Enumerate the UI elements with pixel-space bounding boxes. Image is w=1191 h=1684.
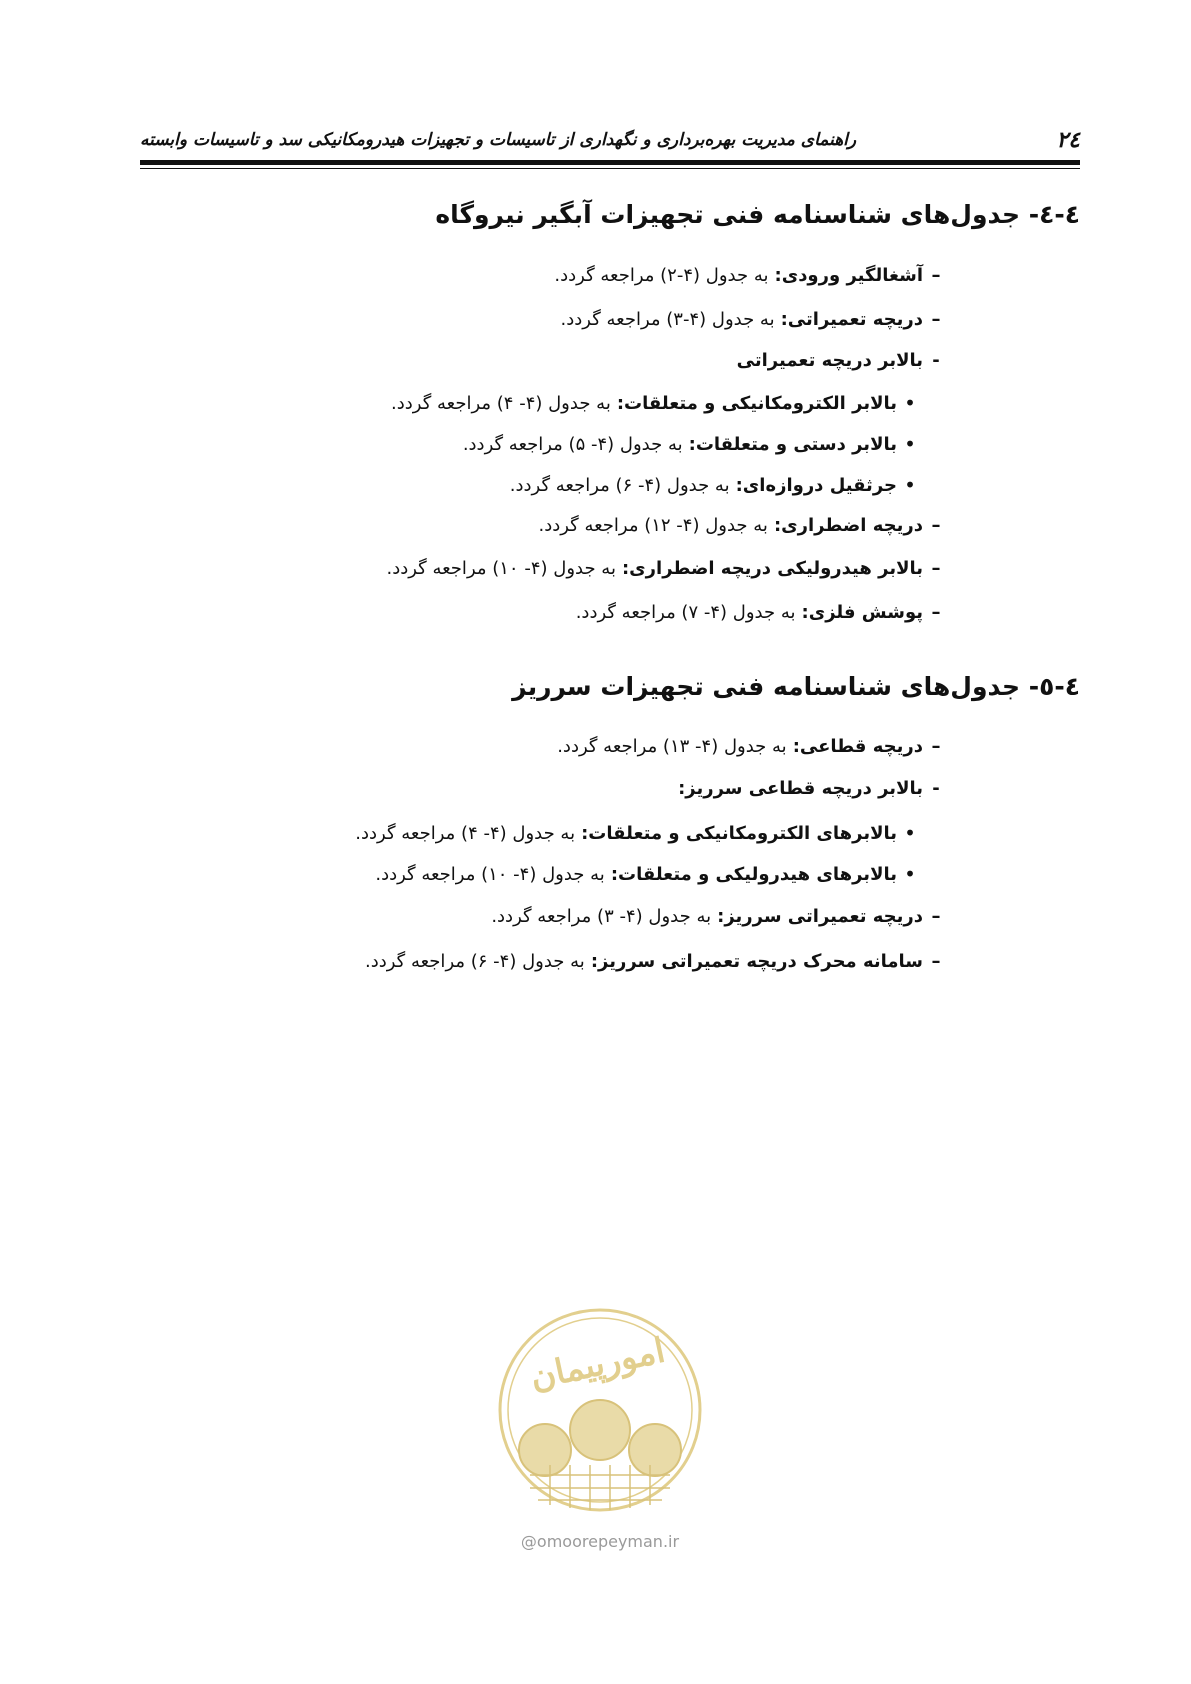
item-term: بالابر الکترومکانیکی و متعلقات: (616, 392, 897, 414)
list-item (510, 473, 923, 497)
list-item (391, 391, 923, 415)
dash-marker: – (931, 906, 941, 927)
item-text: به جدول (۴- ۶) مراجعه گردد. (509, 474, 730, 496)
list-item (538, 515, 949, 536)
list-item (557, 736, 949, 757)
running-title: راهنمای مدیریت بهره‌برداری و نگهداری از تاسیسات و تجهیزات هیدرومکانیکی سد و تاسیسات وابسته (140, 130, 857, 150)
page-number: ۲٤ (1056, 128, 1080, 153)
list-item (672, 778, 949, 799)
item-text: به جدول (۴- ۴) مراجعه گردد. (391, 392, 611, 414)
watermark-url: @omoorepeyman.ir (520, 1532, 680, 1551)
dash-marker: – (931, 558, 941, 579)
item-term: آشغالگیر ورودی: (774, 265, 923, 286)
list-item (387, 558, 950, 579)
item-term: بالابر دریچه قطاعی سرریز: (678, 778, 923, 799)
dash-marker: – (931, 736, 941, 757)
section-heading-spillway: ٤-٥- جدول‌های شناسنامه فنی تجهیزات سرریز (512, 672, 1080, 701)
item-text: به جدول (۴- ۷) مراجعه گردد. (575, 602, 796, 623)
item-term: دریچه اضطراری: (773, 515, 923, 536)
item-term: پوشش فلزی: (801, 602, 923, 623)
bullet-marker: • (904, 391, 916, 415)
dash-marker: – (931, 602, 941, 623)
item-term: بالابر دستی و متعلقات: (688, 433, 897, 455)
item-term: بالابر دریچه تعمیراتی (736, 350, 923, 371)
item-term: بالابر هیدرولیکی دریچه اضطراری: (621, 558, 923, 579)
item-text: به جدول (۴- ۱۳) مراجعه گردد. (557, 736, 787, 757)
item-term: بالابرهای هیدرولیکی و متعلقات: (610, 863, 897, 885)
watermark-logo-text: امورپیمان (526, 1330, 669, 1398)
list-item (463, 432, 923, 456)
list-item (554, 265, 949, 286)
item-text: به جدول (۴- ۶) مراجعه گردد. (365, 951, 585, 972)
list-item (731, 350, 949, 371)
bullet-marker: • (904, 821, 916, 845)
dash-marker: – (931, 265, 941, 286)
header-rule-thin (140, 168, 1080, 169)
item-text: به جدول (۴- ۱۲) مراجعه گردد. (538, 515, 768, 536)
watermark-logo (490, 1300, 710, 1525)
bullet-marker: • (904, 862, 916, 886)
item-text: به جدول (۴- ۱۰) مراجعه گردد. (386, 558, 616, 579)
list-item (491, 906, 949, 927)
item-term: دریچه تعمیراتی: (780, 309, 923, 330)
section-heading-intake: ٤-٤- جدول‌های شناسنامه فنی تجهیزات آبگیر نیروگاه (435, 200, 1080, 229)
list-item (355, 821, 923, 845)
list-item (365, 951, 949, 972)
item-term: بالابرهای الکترومکانیکی و متعلقات: (581, 822, 897, 844)
dash-marker: - (932, 350, 940, 371)
item-term: جرثقیل دروازه‌ای: (735, 474, 897, 496)
list-item (375, 862, 923, 886)
watermark (490, 1300, 710, 1550)
dash-marker: - (932, 778, 940, 799)
list-item (561, 309, 949, 330)
item-term: دریچه قطاعی: (792, 736, 923, 757)
dash-marker: – (931, 951, 941, 972)
item-term: سامانه محرک دریچه تعمیراتی سرریز: (590, 951, 923, 972)
item-term: دریچه تعمیراتی سرریز: (717, 906, 923, 927)
item-text: به جدول (۴-۳) مراجعه گردد. (560, 309, 775, 330)
dash-marker: – (931, 515, 941, 536)
bullet-marker: • (904, 473, 916, 497)
item-text: به جدول (۴- ۵) مراجعه گردد. (462, 433, 683, 455)
item-text: به جدول (۴- ۱۰) مراجعه گردد. (375, 863, 605, 885)
bullet-marker: • (904, 432, 916, 456)
page-header (140, 128, 1080, 152)
item-text: به جدول (۴- ۳) مراجعه گردد. (491, 906, 712, 927)
item-text: به جدول (۴-۲) مراجعه گردد. (554, 265, 769, 286)
header-rule-thick (140, 160, 1080, 165)
item-text: به جدول (۴- ۴) مراجعه گردد. (355, 822, 576, 844)
dash-marker: – (931, 309, 941, 330)
list-item (576, 602, 949, 623)
